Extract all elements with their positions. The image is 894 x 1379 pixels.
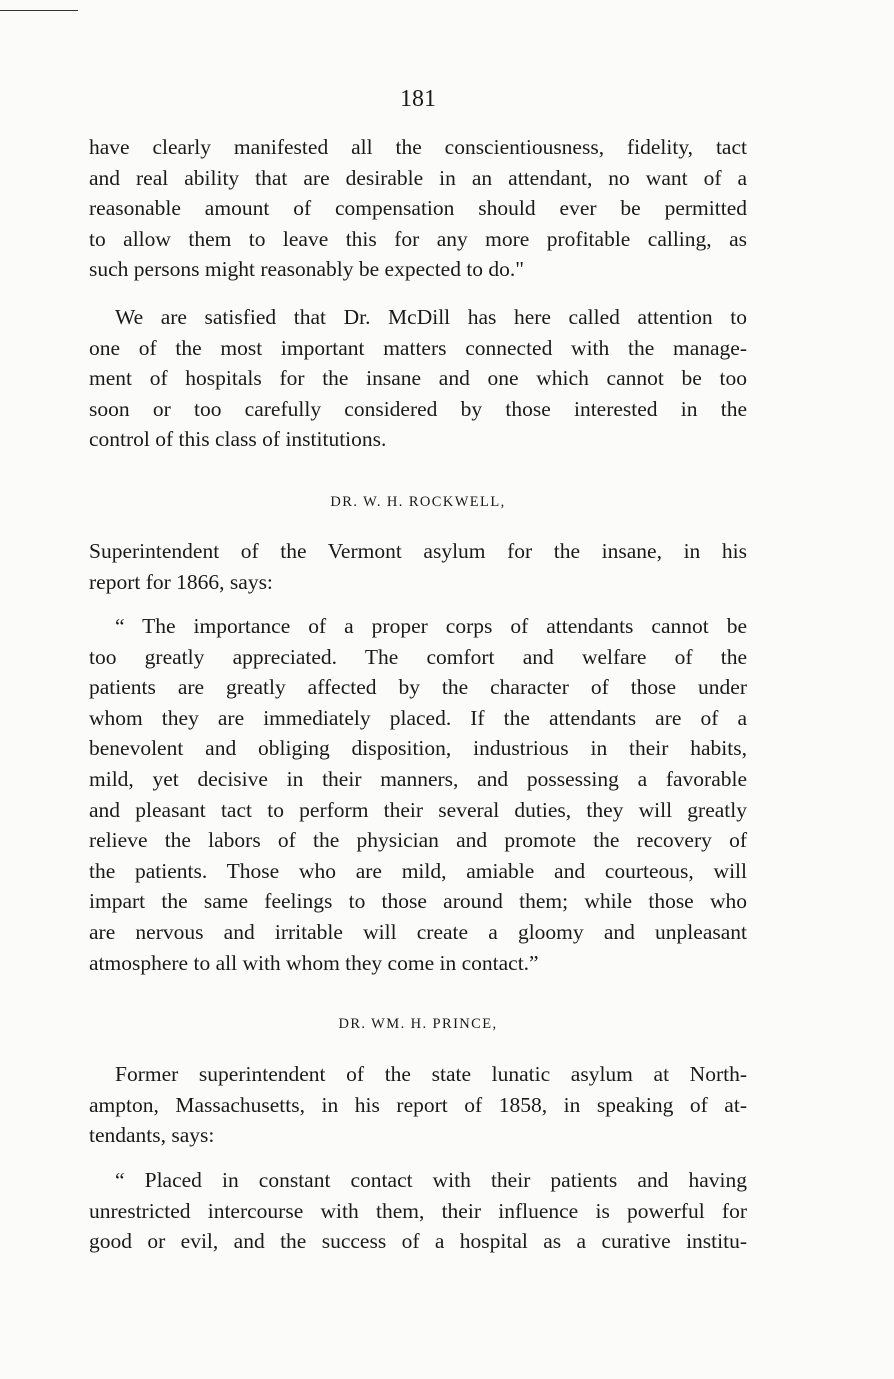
text-line: impart the same feelings to those around them; while those who <box>89 889 747 914</box>
text-line: and pleasant tact to perform their several duties, they will greatly <box>89 797 747 822</box>
text-line: Former superintendent of the state lunatic asylum at North- <box>115 1062 747 1086</box>
text-line: “ Placed in constant contact with their patients and having <box>115 1168 747 1192</box>
text-line: ampton, Massachusetts, in his report of 1858, in speaking of at- <box>89 1092 747 1117</box>
text-line: good or evil, and the success of a hospital as a curative institu- <box>89 1229 747 1254</box>
text-line: and real ability that are desirable in an attendant, no want of a <box>89 165 747 190</box>
text-line: one of the most important matters connected with the manage- <box>89 335 747 360</box>
paragraph-mcdill-commentary <box>89 302 747 455</box>
text-line: “ The importance of a proper corps of attendants cannot be <box>115 614 747 638</box>
text-line: benevolent and obliging disposition, industrious in their habits, <box>89 736 747 761</box>
paragraph-rockwell-quote <box>89 611 747 978</box>
paragraph-prince-intro <box>89 1059 747 1151</box>
text-line: too greatly appreciated. The comfort and welfare of the <box>89 644 747 669</box>
text-line: We are satisfied that Dr. McDill has here called attention to <box>115 305 747 329</box>
text-line: such persons might reasonably be expected to do." <box>89 257 525 282</box>
paragraph-rockwell-intro <box>89 536 747 597</box>
text-line: the patients. Those who are mild, amiable and courteous, will <box>89 858 747 883</box>
text-line: report for 1866, says: <box>89 569 273 594</box>
text-line: relieve the labors of the physician and promote the recovery of <box>89 828 747 853</box>
section-heading-prince: DR. WM. H. PRINCE, <box>338 1016 498 1032</box>
text-line: soon or too carefully considered by those interested in the <box>89 396 747 421</box>
text-line: are nervous and irritable will create a gloomy and unpleasant <box>89 919 747 944</box>
text-line: mild, yet decisive in their manners, and possessing a favorable <box>89 766 747 791</box>
text-line: Superintendent of the Vermont asylum for the insane, in his <box>89 539 747 563</box>
text-line: to allow them to leave this for any more profitable calling, as <box>89 226 747 251</box>
text-line: have clearly manifested all the conscientiousness, fidelity, tact <box>89 135 747 159</box>
text-line: patients are greatly affected by the character of those under <box>89 675 747 700</box>
page-number: 181 <box>400 86 436 112</box>
text-line: ment of hospitals for the insane and one which cannot be too <box>89 366 747 391</box>
text-line: whom they are immediately placed. If the attendants are of a <box>89 705 747 730</box>
text-line: atmosphere to all with whom they come in contact.” <box>89 950 539 975</box>
paragraph-prince-quote <box>89 1165 747 1257</box>
paragraph-mcdill-quote-end <box>89 132 747 285</box>
text-line: tendants, says: <box>89 1123 215 1148</box>
text-line: unrestricted intercourse with them, their influence is powerful for <box>89 1198 747 1223</box>
text-line: control of this class of institutions. <box>89 427 387 452</box>
text-line: reasonable amount of compensation should ever be permitted <box>89 196 747 221</box>
top-rule <box>0 10 78 11</box>
section-heading-rockwell: DR. W. H. ROCKWELL, <box>330 494 506 510</box>
